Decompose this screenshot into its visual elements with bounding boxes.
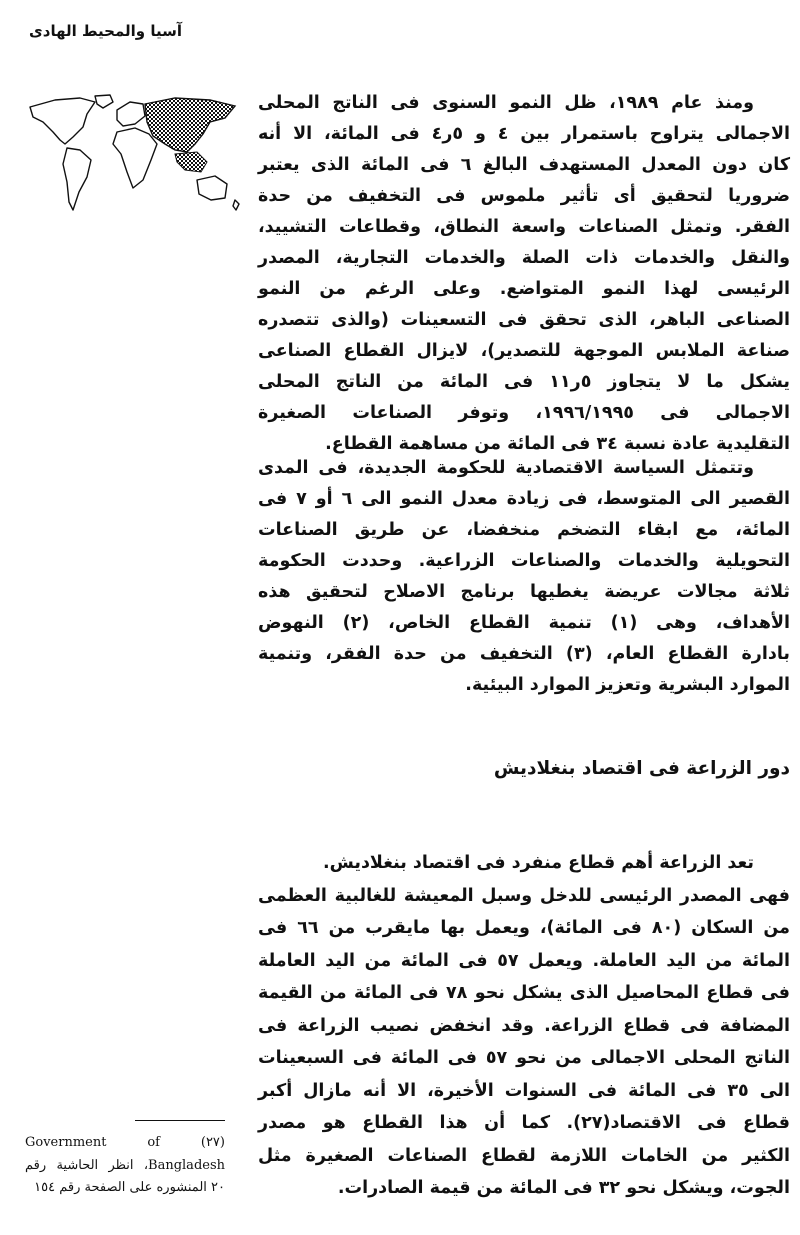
text-line: الفقر. وتمثل الصناعات واسعة النطاق، وقطاعات التشييد، [258,217,790,237]
text-line: وتتمثل السياسة الاقتصادية للحكومة الجديدة، فى المدى [258,458,754,478]
text-line: الجوت، ويشكل نحو ٣٢ فى المائة من قيمة الصادرات. [337,1178,790,1198]
text-line: بادارة القطاع العام، (٣) التخفيف من حدة الفقر، وتنمية [258,644,790,664]
text-line: والنقل والخدمات ذات الصلة والخدمات التجارية، المصدر [258,248,790,268]
text-line: من السكان (٨٠ فى المائة)، ويعمل بها مايقرب من ٦٦ فى [258,918,791,938]
text-line: الاجمالى يتراوح باستمرار بين ٤ و ٥ر٤ فى المائة، الا أنه [258,124,790,144]
text-line: الأهداف، وهى (١) تنمية القطاع الخاص، (٢) النهوض [258,613,791,633]
text-line: المضافة فى قطاع الزراعة. وقد انخفض نصيب الزراعة فى [258,1015,790,1036]
text-line: الاجمالى فى ١٩٩٦/١٩٩٥، وتوفر الصناعات الصغيرة [258,403,790,423]
footnote-divider [135,1120,225,1121]
text-line: الناتج المحلى الاجمالى من نحو ٥٧ فى المائة فى السبعينات [258,1048,790,1068]
text-line: ومنذ عام ١٩٨٩، ظل النمو السنوى فى الناتج المحلى [258,93,754,113]
text-line: القصير الى المتوسط، فى زيادة معدل النمو الى ٦ أو ٧ فى [258,489,791,509]
text-line: الى ٣٥ فى المائة فى السنوات الأخيرة، الا أنه مازال أكبر [258,1080,790,1101]
text-line: صناعة الملابس الموجهة للتصدير)، لايزال القطاع الصناعى [258,341,790,361]
text-line: المائة من اليد العاملة. ويعمل ٥٧ فى المائة من اليد العاملة [258,950,790,971]
footnote-line: ٢٠ المنشوره على الصفحة رقم ١٥٤ [34,1180,225,1195]
paragraph-3 [258,847,790,1205]
text-line: ثلاثة مجالات عريضة يغطيها برنامج الاصلاح لتحقيق هذه [258,582,790,602]
text-line: الرئيسى لهذا النمو المتواضع. وعلى الرغم من النمو [258,279,790,299]
text-line: الكثير من الخامات اللازمة لقطاع الصناعات الصغيرة مثل [258,1145,790,1166]
text-line: فى قطاع المحاصيل الذى يشكل نحو ٧٨ فى المائة من القيمة [258,983,790,1003]
text-line: فهى المصدر الرئيسى للدخل وسبل المعيشة للغالبية العظمى [258,885,790,906]
text-line: تعد الزراعة أهم قطاع منفرد فى اقتصاد بنغلاديش. [322,853,754,873]
text-line: ضروريا لتحقيق أى تأثير ملموس فى التخفيف من حدة [258,186,790,206]
paragraph-1 [258,88,790,460]
text-line: قطاع فى الاقتصاد(٢٧). كما أن هذا القطاع هو مصدر [258,1113,791,1133]
world-map-icon [25,92,250,222]
footnote [25,1132,225,1200]
running-head: آسيا والمحيط الهادى [29,22,182,40]
text-line: كان دون المعدل المستهدف البالغ ٦ فى المائة الذى يعتبر [258,155,790,175]
text-line: التحويلية والخدمات والصناعات الزراعية. وحددت الحكومة [258,551,790,571]
text-line: يشكل ما لا يتجاوز ٥ر١١ فى المائة من الناتج المحلى [258,372,790,392]
text-line: المائة، مع ابقاء التضخم منخفضا، عن طريق الصناعات [258,520,790,540]
text-line: الموارد البشرية وتعزيز الموارد البيئية. [465,675,790,695]
paragraph-2 [258,453,790,701]
footnote-line: Bangladesh، انظر الحاشية رقم [25,1157,225,1173]
text-line: الصناعى الباهر، الذى تحقق فى التسعينات (والذى تتصدره [258,310,790,330]
text-line: التقليدية عادة نسبة ٣٤ فى المائة من مساهمة القطاع. [325,434,790,454]
section-heading: دور الزراعة فى اقتصاد بنغلاديش [493,758,790,779]
footnote-line: (٢٧) Government of [25,1135,225,1150]
